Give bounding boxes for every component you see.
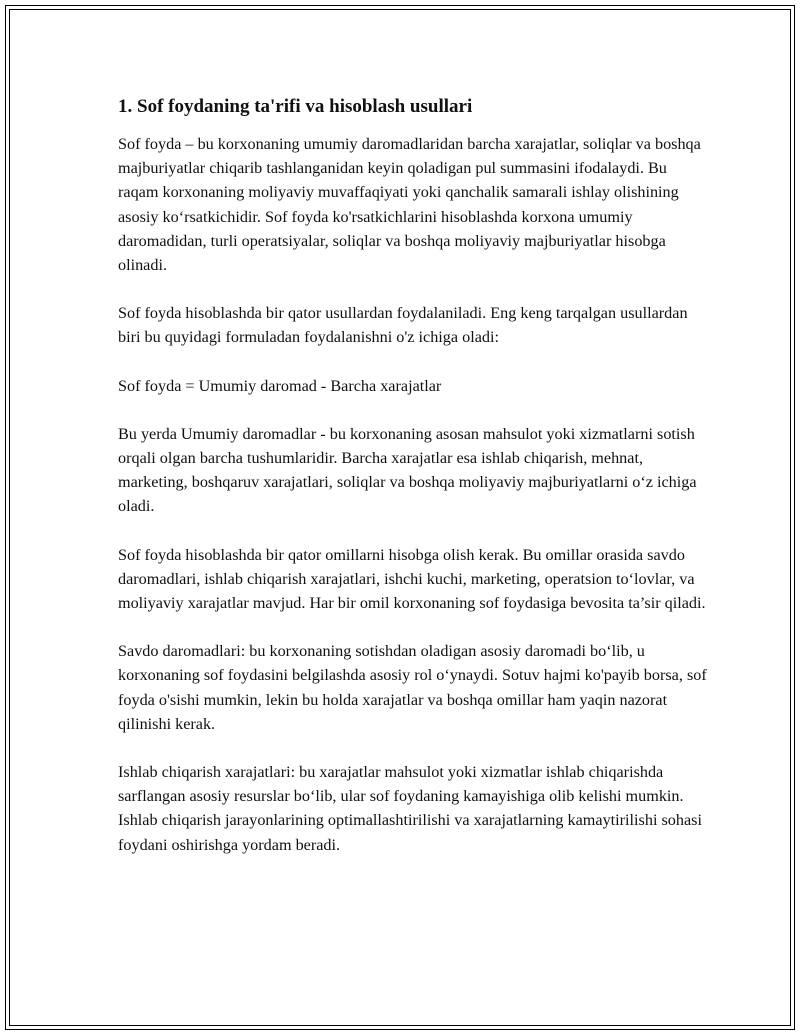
paragraph-sales-revenue: Savdo daromadlari: bu korxonaning sotishdan oladigan asosiy daromadi bo‘lib, u korxonaning sof foydasini belgilashda asosiy rol o‘ynaydi. Sotuv hajmi ko'payib borsa, sof foyda o'sishi mumkin, lekin bu holda xarajatlar va boshqa omillar ham yaqin nazorat qilinishi kerak.: [118, 642, 707, 733]
document-body: [118, 94, 708, 881]
section-heading: 1. Sof foydaning ta'rifi va hisoblash usullari: [118, 96, 473, 117]
paragraph-factors: Sof foyda hisoblashda bir qator omillarni hisobga olish kerak. Bu omillar orasida savdo daromadlari, ishlab chiqarish xarajatlari, ishchi kuchi, marketing, operatsion to‘lovlar, va moliyaviy xarajatlar mavjud. Har bir omil korxonaning sof foydasiga bevosita ta’sir qiladi.: [118, 545, 706, 613]
paragraph-definition: Sof foyda – bu korxonaning umumiy daromadlaridan barcha xarajatlar, soliqlar va boshqa majburiyatlar chiqarib tashlanganidan keyin qoladigan pul summasini ifodalaydi. Bu raqam korxonaning moliyaviy muvaffaqiyati yoki qanchalik samarali ishlay olishining asosiy ko‘rsatkichidir. Sof foyda ko'rsatkichlarini hisoblashda korxona umumiy daromadidan, turli operatsiyalar, soliqlar va boshqa moliyaviy majburiyatlar hisobga olinadi.: [118, 135, 701, 275]
paragraph-methods: Sof foyda hisoblashda bir qator usullardan foydalaniladi. Eng keng tarqalgan usullardan biri bu quyidagi formuladan foydalanishni o'z ichiga oladi:: [118, 304, 688, 347]
paragraph-explanation: Bu yerda Umumiy daromadlar - bu korxonaning asosan mahsulot yoki xizmatlarni sotish orqali olgan barcha tushumlaridir. Barcha xarajatlar esa ishlab chiqarish, mehnat, marketing, boshqaruv xarajatlari, soliqlar va boshqa moliyaviy majburiyatlarni o‘z ichiga oladi.: [118, 424, 697, 516]
paragraph-formula: Sof foyda = Umumiy daromad - Barcha xarajatlar: [118, 376, 442, 395]
paragraph-production-costs: Ishlab chiqarish xarajatlari: bu xarajatlar mahsulot yoki xizmatlar ishlab chiqarishda sarflangan asosiy resurslar bo‘lib, ular sof foydaning kamayishiga olib kelishi mumkin. Ishlab chiqarish jarayonlarining optimallashtirilishi va xarajatlarning kamaytirilishi sohasi foydani oshirishga yordam beradi.: [118, 763, 702, 854]
